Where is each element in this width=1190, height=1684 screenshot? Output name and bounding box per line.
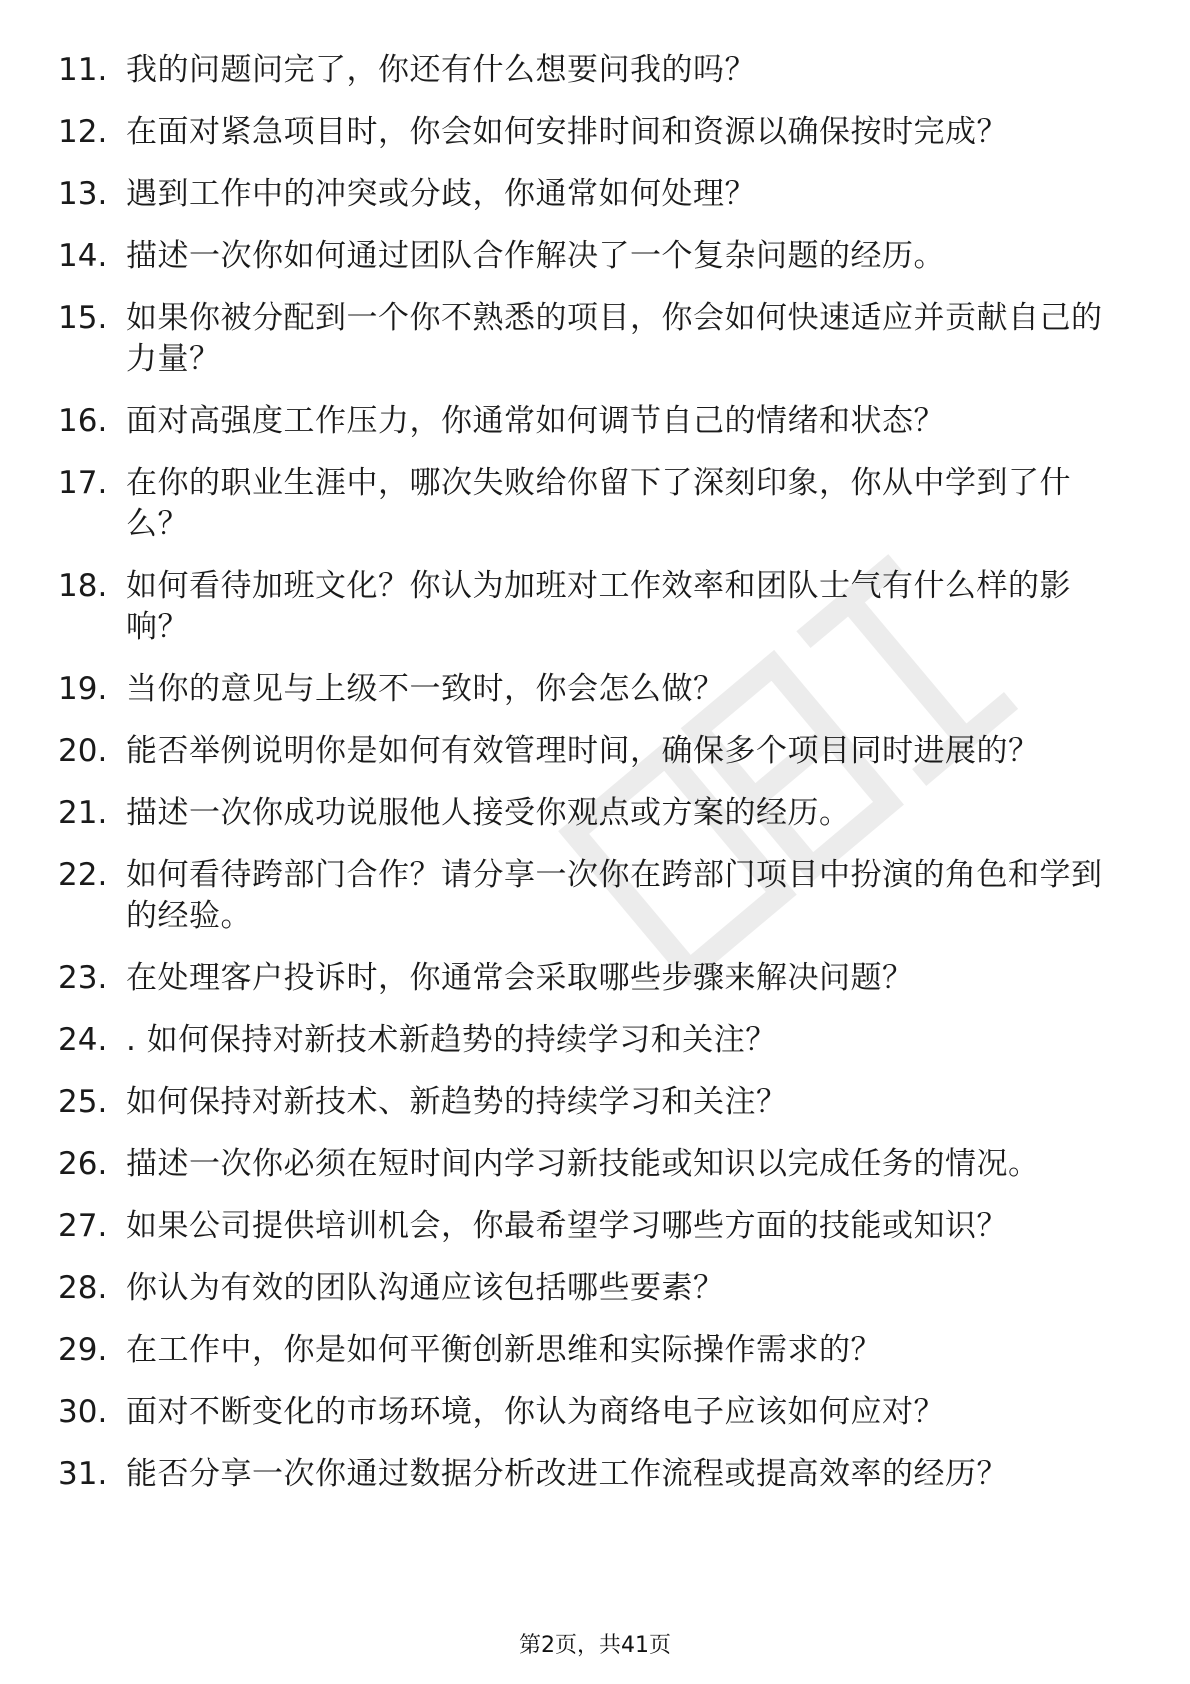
question-number: 30. <box>58 1394 108 1430</box>
question-number: 16. <box>58 403 108 439</box>
question-text: 如何保持对新技术、新趋势的持续学习和关注？ <box>126 1084 788 1120</box>
question-item <box>58 669 1118 710</box>
question-item <box>58 1268 1118 1309</box>
question-text: 如何看待加班文化？你认为加班对工作效率和团队士气有什么样的影响？ <box>126 568 1071 645</box>
question-text: 在你的职业生涯中，哪次失败给你留下了深刻印象，你从中学到了什么？ <box>126 465 1071 542</box>
question-text: 如何看待跨部门合作？请分享一次你在跨部门项目中扮演的角色和学到的经验。 <box>126 857 1103 934</box>
question-item <box>58 463 1118 545</box>
question-number: 21. <box>58 795 108 831</box>
question-number: 29. <box>58 1332 108 1368</box>
question-item <box>58 855 1118 937</box>
question-number: 28. <box>58 1270 108 1306</box>
question-item <box>58 50 1118 91</box>
question-number: 26. <box>58 1146 108 1182</box>
question-item <box>58 298 1118 380</box>
question-item <box>58 793 1118 834</box>
question-item <box>58 1330 1118 1371</box>
question-item <box>58 958 1118 999</box>
question-text: 描述一次你成功说服他人接受你观点或方案的经历。 <box>126 795 851 831</box>
question-number: 24. <box>58 1022 108 1058</box>
question-list <box>58 50 1118 1516</box>
question-number: 15. <box>58 300 108 336</box>
question-number: 25. <box>58 1084 108 1120</box>
question-item <box>58 1082 1118 1123</box>
question-item <box>58 236 1118 277</box>
question-text: 描述一次你必须在短时间内学习新技能或知识以完成任务的情况。 <box>126 1146 1040 1182</box>
question-number: 31. <box>58 1456 108 1492</box>
page-footer: 第2页，共41页 <box>519 1633 671 1658</box>
question-item <box>58 112 1118 153</box>
question-text: . 如何保持对新技术新趋势的持续学习和关注？ <box>126 1022 777 1058</box>
question-item <box>58 731 1118 772</box>
question-item <box>58 401 1118 442</box>
question-number: 22. <box>58 857 108 893</box>
question-text: 在处理客户投诉时，你通常会采取哪些步骤来解决问题？ <box>126 960 914 996</box>
question-text: 描述一次你如何通过团队合作解决了一个复杂问题的经历。 <box>126 238 945 274</box>
question-text: 你认为有效的团队沟通应该包括哪些要素？ <box>126 1270 725 1306</box>
question-number: 14. <box>58 238 108 274</box>
question-item <box>58 1392 1118 1433</box>
question-number: 11. <box>58 52 108 88</box>
question-number: 13. <box>58 176 108 212</box>
question-text: 能否举例说明你是如何有效管理时间，确保多个项目同时进展的？ <box>126 733 1040 769</box>
question-number: 23. <box>58 960 108 996</box>
question-text: 面对高强度工作压力，你通常如何调节自己的情绪和状态？ <box>126 403 945 439</box>
question-number: 20. <box>58 733 108 769</box>
question-item <box>58 1020 1118 1061</box>
question-number: 27. <box>58 1208 108 1244</box>
question-number: 12. <box>58 114 108 150</box>
question-number: 19. <box>58 671 108 707</box>
question-text: 在工作中，你是如何平衡创新思维和实际操作需求的？ <box>126 1332 882 1368</box>
question-text: 我的问题问完了，你还有什么想要问我的吗？ <box>126 52 756 88</box>
question-text: 遇到工作中的冲突或分歧，你通常如何处理？ <box>126 176 756 212</box>
question-number: 17. <box>58 465 108 501</box>
question-item <box>58 1144 1118 1185</box>
question-number: 18. <box>58 568 108 604</box>
question-item <box>58 174 1118 215</box>
question-text: 面对不断变化的市场环境，你认为商络电子应该如何应对？ <box>126 1394 945 1430</box>
question-text: 当你的意见与上级不一致时，你会怎么做？ <box>126 671 725 707</box>
question-text: 如果你被分配到一个你不熟悉的项目，你会如何快速适应并贡献自己的力量？ <box>126 300 1103 377</box>
question-text: 能否分享一次你通过数据分析改进工作流程或提高效率的经历？ <box>126 1456 1008 1492</box>
question-item <box>58 1206 1118 1247</box>
question-item <box>58 1454 1118 1495</box>
question-text: 如果公司提供培训机会，你最希望学习哪些方面的技能或知识？ <box>126 1208 1008 1244</box>
question-item <box>58 566 1118 648</box>
question-text: 在面对紧急项目时，你会如何安排时间和资源以确保按时完成？ <box>126 114 1008 150</box>
